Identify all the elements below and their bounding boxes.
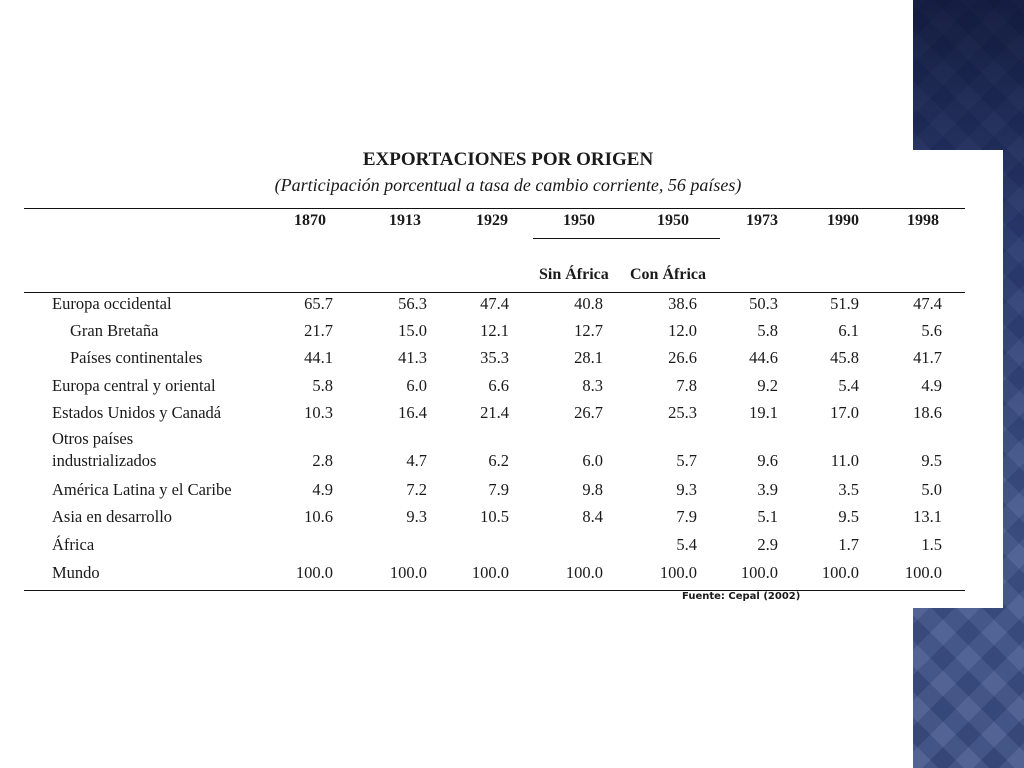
- table-cell: 5.8: [757, 321, 778, 340]
- table-cell: 45.8: [830, 348, 859, 367]
- table-cell: 6.6: [488, 376, 509, 395]
- table-row: [0, 535, 1024, 561]
- table-cell: 10.3: [304, 403, 333, 422]
- table-cell: 4.9: [312, 480, 333, 499]
- table-cell: 3.5: [838, 480, 859, 499]
- row-label: Gran Bretaña: [70, 321, 159, 340]
- table-cell: 12.0: [668, 321, 697, 340]
- table-cell: 1.7: [838, 535, 859, 554]
- table-cell: 40.8: [574, 294, 603, 313]
- table-cell: 10.5: [480, 507, 509, 526]
- row-label: América Latina y el Caribe: [52, 480, 232, 499]
- column-header-0: 1870: [294, 212, 326, 229]
- table-cell: 4.7: [406, 451, 427, 470]
- table-cell: 44.6: [749, 348, 778, 367]
- table-cell: 9.3: [406, 507, 427, 526]
- table-header-rule: [24, 292, 965, 293]
- subheader-sin-africa: Sin África: [539, 266, 609, 283]
- column-group-rule: [533, 238, 720, 239]
- row-label: Europa central y oriental: [52, 376, 216, 395]
- column-header-6: 1990: [827, 212, 859, 229]
- table-cell: 12.1: [480, 321, 509, 340]
- column-header-3: 1950: [563, 212, 595, 229]
- table-cell: 51.9: [830, 294, 859, 313]
- table-cell: 6.0: [582, 451, 603, 470]
- table-cell: 7.2: [406, 480, 427, 499]
- table-cell: 21.4: [480, 403, 509, 422]
- subheader-con-africa: Con África: [630, 266, 706, 283]
- table-cell: 6.2: [488, 451, 509, 470]
- table-cell: 100.0: [740, 563, 778, 582]
- table-cell: 7.9: [488, 480, 509, 499]
- table-cell: 100.0: [821, 563, 859, 582]
- table-cell: 100.0: [471, 563, 509, 582]
- table-cell: 1.5: [921, 535, 942, 554]
- row-label: Estados Unidos y Canadá: [52, 403, 222, 422]
- table-top-rule: [24, 208, 965, 209]
- table-cell: 25.3: [668, 403, 697, 422]
- table-cell: 5.0: [921, 480, 942, 499]
- table-cell: 44.1: [304, 348, 333, 367]
- table-cell: 2.8: [312, 451, 333, 470]
- row-label-continued: industrializados: [52, 451, 157, 470]
- table-cell: 5.4: [676, 535, 697, 554]
- table-cell: 16.4: [398, 403, 427, 422]
- table-title: EXPORTACIONES POR ORIGEN: [362, 149, 654, 170]
- table-cell: 3.9: [757, 480, 778, 499]
- table-cell: 26.7: [574, 403, 603, 422]
- table-cell: 65.7: [304, 294, 333, 313]
- table-cell: 41.3: [398, 348, 427, 367]
- table-cell: 26.6: [668, 348, 697, 367]
- table-subtitle: (Participación porcentual a tasa de cambio corriente, 56 países): [274, 175, 742, 195]
- column-header-4: 1950: [657, 212, 689, 229]
- table-cell: 100.0: [389, 563, 427, 582]
- table-cell: 47.4: [913, 294, 942, 313]
- table-cell: 4.9: [921, 376, 942, 395]
- row-label: África: [52, 535, 95, 554]
- table-row: [0, 480, 1024, 506]
- table-cell: 100.0: [295, 563, 333, 582]
- table-cell: 18.6: [913, 403, 942, 422]
- table-cell: 8.3: [582, 376, 603, 395]
- column-header-5: 1973: [746, 212, 778, 229]
- column-header-2: 1929: [476, 212, 508, 229]
- table-cell: 5.6: [921, 321, 942, 340]
- table-cell: 19.1: [749, 403, 778, 422]
- table-cell: 100.0: [659, 563, 697, 582]
- table-cell: 5.7: [676, 451, 697, 470]
- row-label: Asia en desarrollo: [52, 507, 173, 526]
- table-cell: 47.4: [480, 294, 509, 313]
- table-cell: 41.7: [913, 348, 942, 367]
- source-note: Fuente: Cepal (2002): [682, 591, 801, 602]
- table-row: [0, 376, 1024, 402]
- row-label: Mundo: [52, 563, 100, 582]
- table-cell: 9.6: [757, 451, 778, 470]
- table-row: [0, 294, 1024, 320]
- table-row: [0, 429, 1024, 477]
- table-row: [0, 348, 1024, 374]
- table-cell: 13.1: [913, 507, 942, 526]
- table-cell: 11.0: [830, 451, 859, 470]
- table-cell: 5.8: [312, 376, 333, 395]
- table-bottom-rule: [24, 590, 965, 591]
- table-cell: 6.1: [838, 321, 859, 340]
- table-cell: 5.1: [757, 507, 778, 526]
- table-row: [0, 321, 1024, 347]
- table-cell: 100.0: [565, 563, 603, 582]
- table-cell: 8.4: [582, 507, 603, 526]
- table-cell: 5.4: [838, 376, 859, 395]
- table-cell: 2.9: [757, 535, 778, 554]
- table-cell: 9.3: [676, 480, 697, 499]
- table-cell: 9.5: [921, 451, 942, 470]
- table-cell: 10.6: [304, 507, 333, 526]
- column-header-7: 1998: [907, 212, 939, 229]
- table-row: [0, 403, 1024, 429]
- row-label: Otros países: [52, 429, 134, 448]
- table-cell: 6.0: [406, 376, 427, 395]
- table-cell: 17.0: [830, 403, 859, 422]
- table-cell: 7.9: [676, 507, 697, 526]
- table-cell: 7.8: [676, 376, 697, 395]
- table-cell: 21.7: [304, 321, 333, 340]
- table-cell: 28.1: [574, 348, 603, 367]
- table-row: [0, 563, 1024, 589]
- table-cell: 56.3: [398, 294, 427, 313]
- row-label: Europa occidental: [52, 294, 172, 313]
- table-cell: 9.5: [838, 507, 859, 526]
- table-cell: 38.6: [668, 294, 697, 313]
- table-cell: 15.0: [398, 321, 427, 340]
- table-cell: 35.3: [480, 348, 509, 367]
- table-cell: 100.0: [904, 563, 942, 582]
- table-cell: 50.3: [749, 294, 778, 313]
- table-cell: 9.8: [582, 480, 603, 499]
- table-row: [0, 507, 1024, 533]
- table-cell: 12.7: [574, 321, 603, 340]
- column-header-1: 1913: [389, 212, 421, 229]
- row-label: Países continentales: [70, 348, 203, 367]
- table-cell: 9.2: [757, 376, 778, 395]
